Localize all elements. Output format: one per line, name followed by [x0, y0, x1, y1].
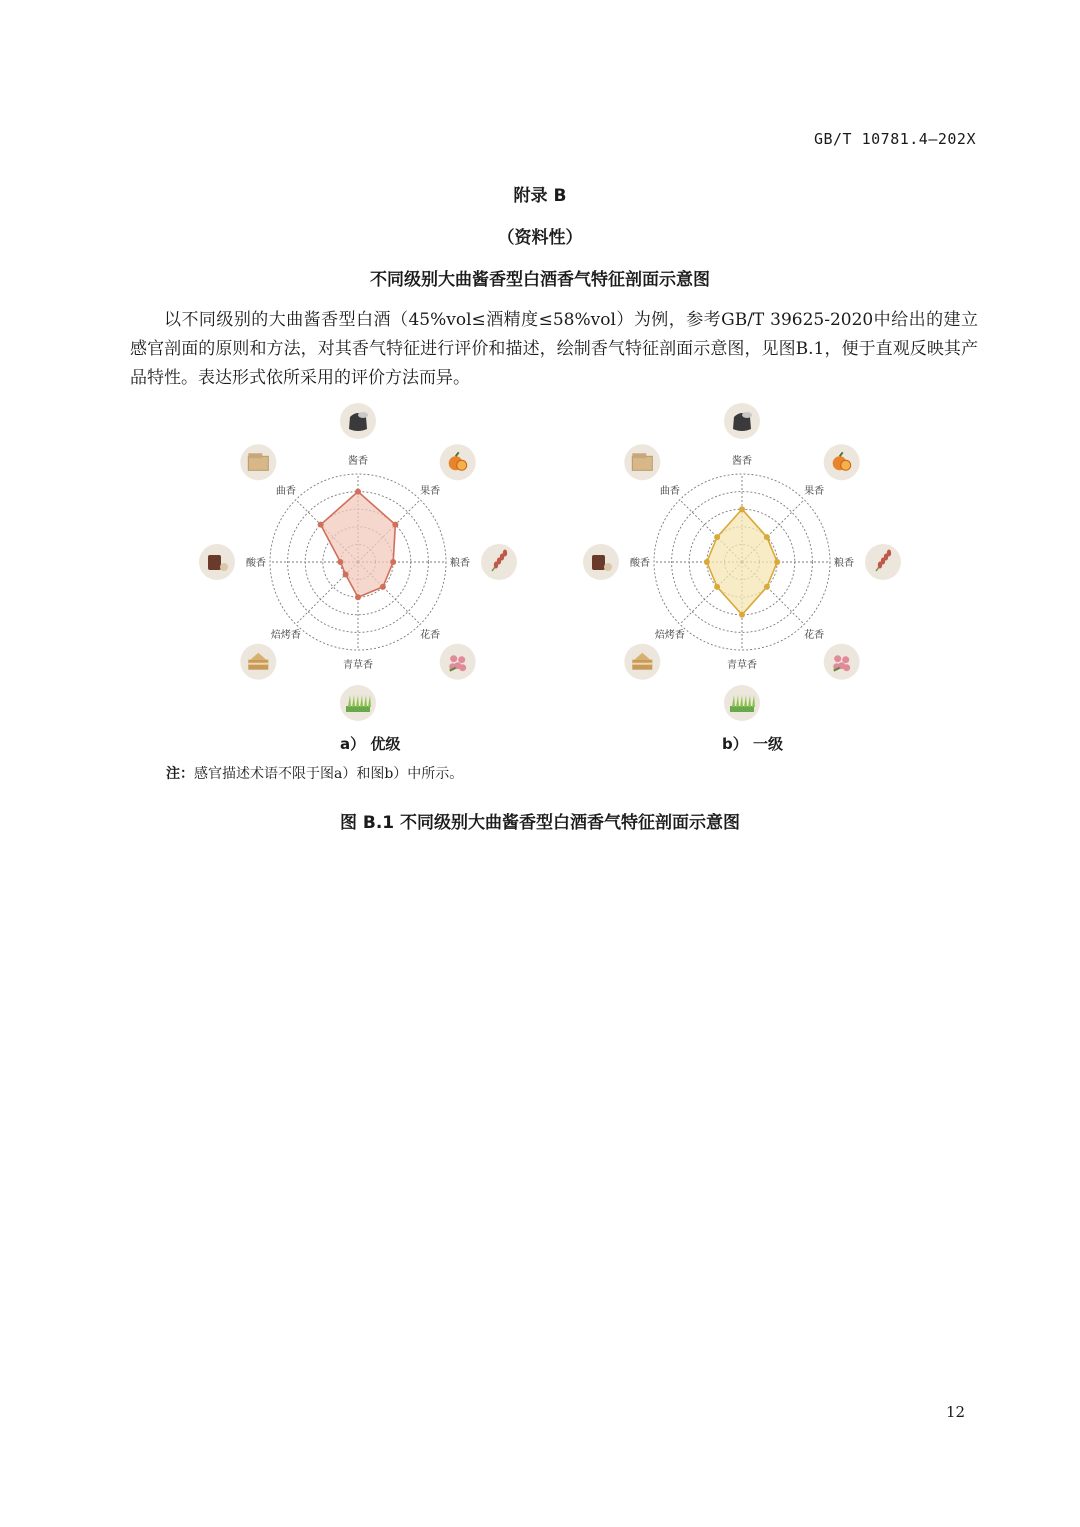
subfigure-caption-a: a） 优级 [340, 735, 401, 753]
radar-point-青草香 [355, 594, 361, 600]
grain-icon [865, 544, 901, 580]
radar-point-曲香 [318, 522, 324, 528]
page-number: 12 [946, 1403, 966, 1421]
vinegar-icon [583, 544, 619, 580]
appendix-nature: （资料性） [497, 228, 583, 248]
soy-sauce-jar-icon [724, 403, 760, 439]
radar-point-曲香 [714, 534, 720, 540]
axis-label: 花香 [804, 630, 825, 642]
axis-label: 果香 [420, 485, 441, 497]
axis-label: 粮香 [834, 558, 854, 569]
body-paragraph: 以不同级别的大曲酱香型白酒（45%vol≤酒精度≤58%vol）为例，参考GB/T 39625-2020中给出的建立感官剖面的原则和方法，对其香气特征进行评价和描述，绘制香气特征剖面示意图，见图B.1，便于直观反映其产品特性。表达形式依所采用的评价方法而异。 [130, 310, 978, 388]
note-label: 注： [166, 766, 194, 782]
flower-icon [824, 644, 860, 680]
appendix-title: 附录 B [513, 186, 567, 206]
radar-point-粮香 [774, 559, 780, 565]
radar-svg-b [572, 405, 912, 705]
grass-icon [724, 685, 760, 721]
radar-point-花香 [380, 584, 386, 590]
grass-icon [340, 685, 376, 721]
axis-label: 酸香 [630, 558, 650, 569]
axis-label: 酱香 [732, 456, 752, 467]
orange-fruit-icon [824, 444, 860, 480]
toast-icon [624, 644, 660, 680]
appendix-heading: 不同级别大曲酱香型白酒香气特征剖面示意图 [370, 270, 710, 290]
axis-label: 青草香 [727, 660, 757, 671]
axis-label: 粮香 [450, 558, 470, 569]
qu-brick-icon [240, 444, 276, 480]
radar-point-酱香 [739, 506, 745, 512]
radar-point-果香 [392, 522, 398, 528]
subfigure-caption-b: b） 一级 [722, 735, 783, 753]
radar-point-酸香 [704, 559, 710, 565]
radar-point-酸香 [337, 559, 343, 565]
radar-point-焙烤香 [714, 584, 720, 590]
standard-code: GB/T 10781.4—202X [813, 130, 976, 148]
radar-series-area [321, 492, 396, 598]
qu-brick-icon [624, 444, 660, 480]
orange-fruit-icon [440, 444, 476, 480]
figure-note [166, 763, 463, 783]
figure-caption: 图 B.1 不同级别大曲酱香型白酒香气特征剖面示意图 [339, 813, 741, 833]
radar-chart-b [572, 405, 912, 705]
radar-point-青草香 [739, 612, 745, 618]
soy-sauce-jar-icon [340, 403, 376, 439]
radar-point-焙烤香 [343, 571, 349, 577]
axis-label: 焙烤香 [270, 630, 301, 642]
axis-label: 酸香 [246, 558, 266, 569]
note-text: 感官描述术语不限于图a）和图b）中所示。 [194, 766, 464, 782]
axis-label: 果香 [804, 485, 825, 497]
grain-icon [481, 544, 517, 580]
axis-label: 曲香 [275, 485, 296, 497]
axis-label: 花香 [420, 630, 441, 642]
radar-point-果香 [764, 534, 770, 540]
radar-chart-a [188, 405, 528, 705]
axis-label: 焙烤香 [654, 630, 685, 642]
flower-icon [440, 644, 476, 680]
radar-svg-a [188, 405, 528, 705]
axis-label: 曲香 [659, 485, 680, 497]
radar-point-花香 [764, 584, 770, 590]
radar-series-area [707, 509, 777, 615]
axis-label: 酱香 [348, 456, 368, 467]
radar-point-酱香 [355, 489, 361, 495]
body-text [130, 306, 978, 393]
toast-icon [240, 644, 276, 680]
vinegar-icon [199, 544, 235, 580]
axis-label: 青草香 [343, 660, 373, 671]
radar-point-粮香 [390, 559, 396, 565]
